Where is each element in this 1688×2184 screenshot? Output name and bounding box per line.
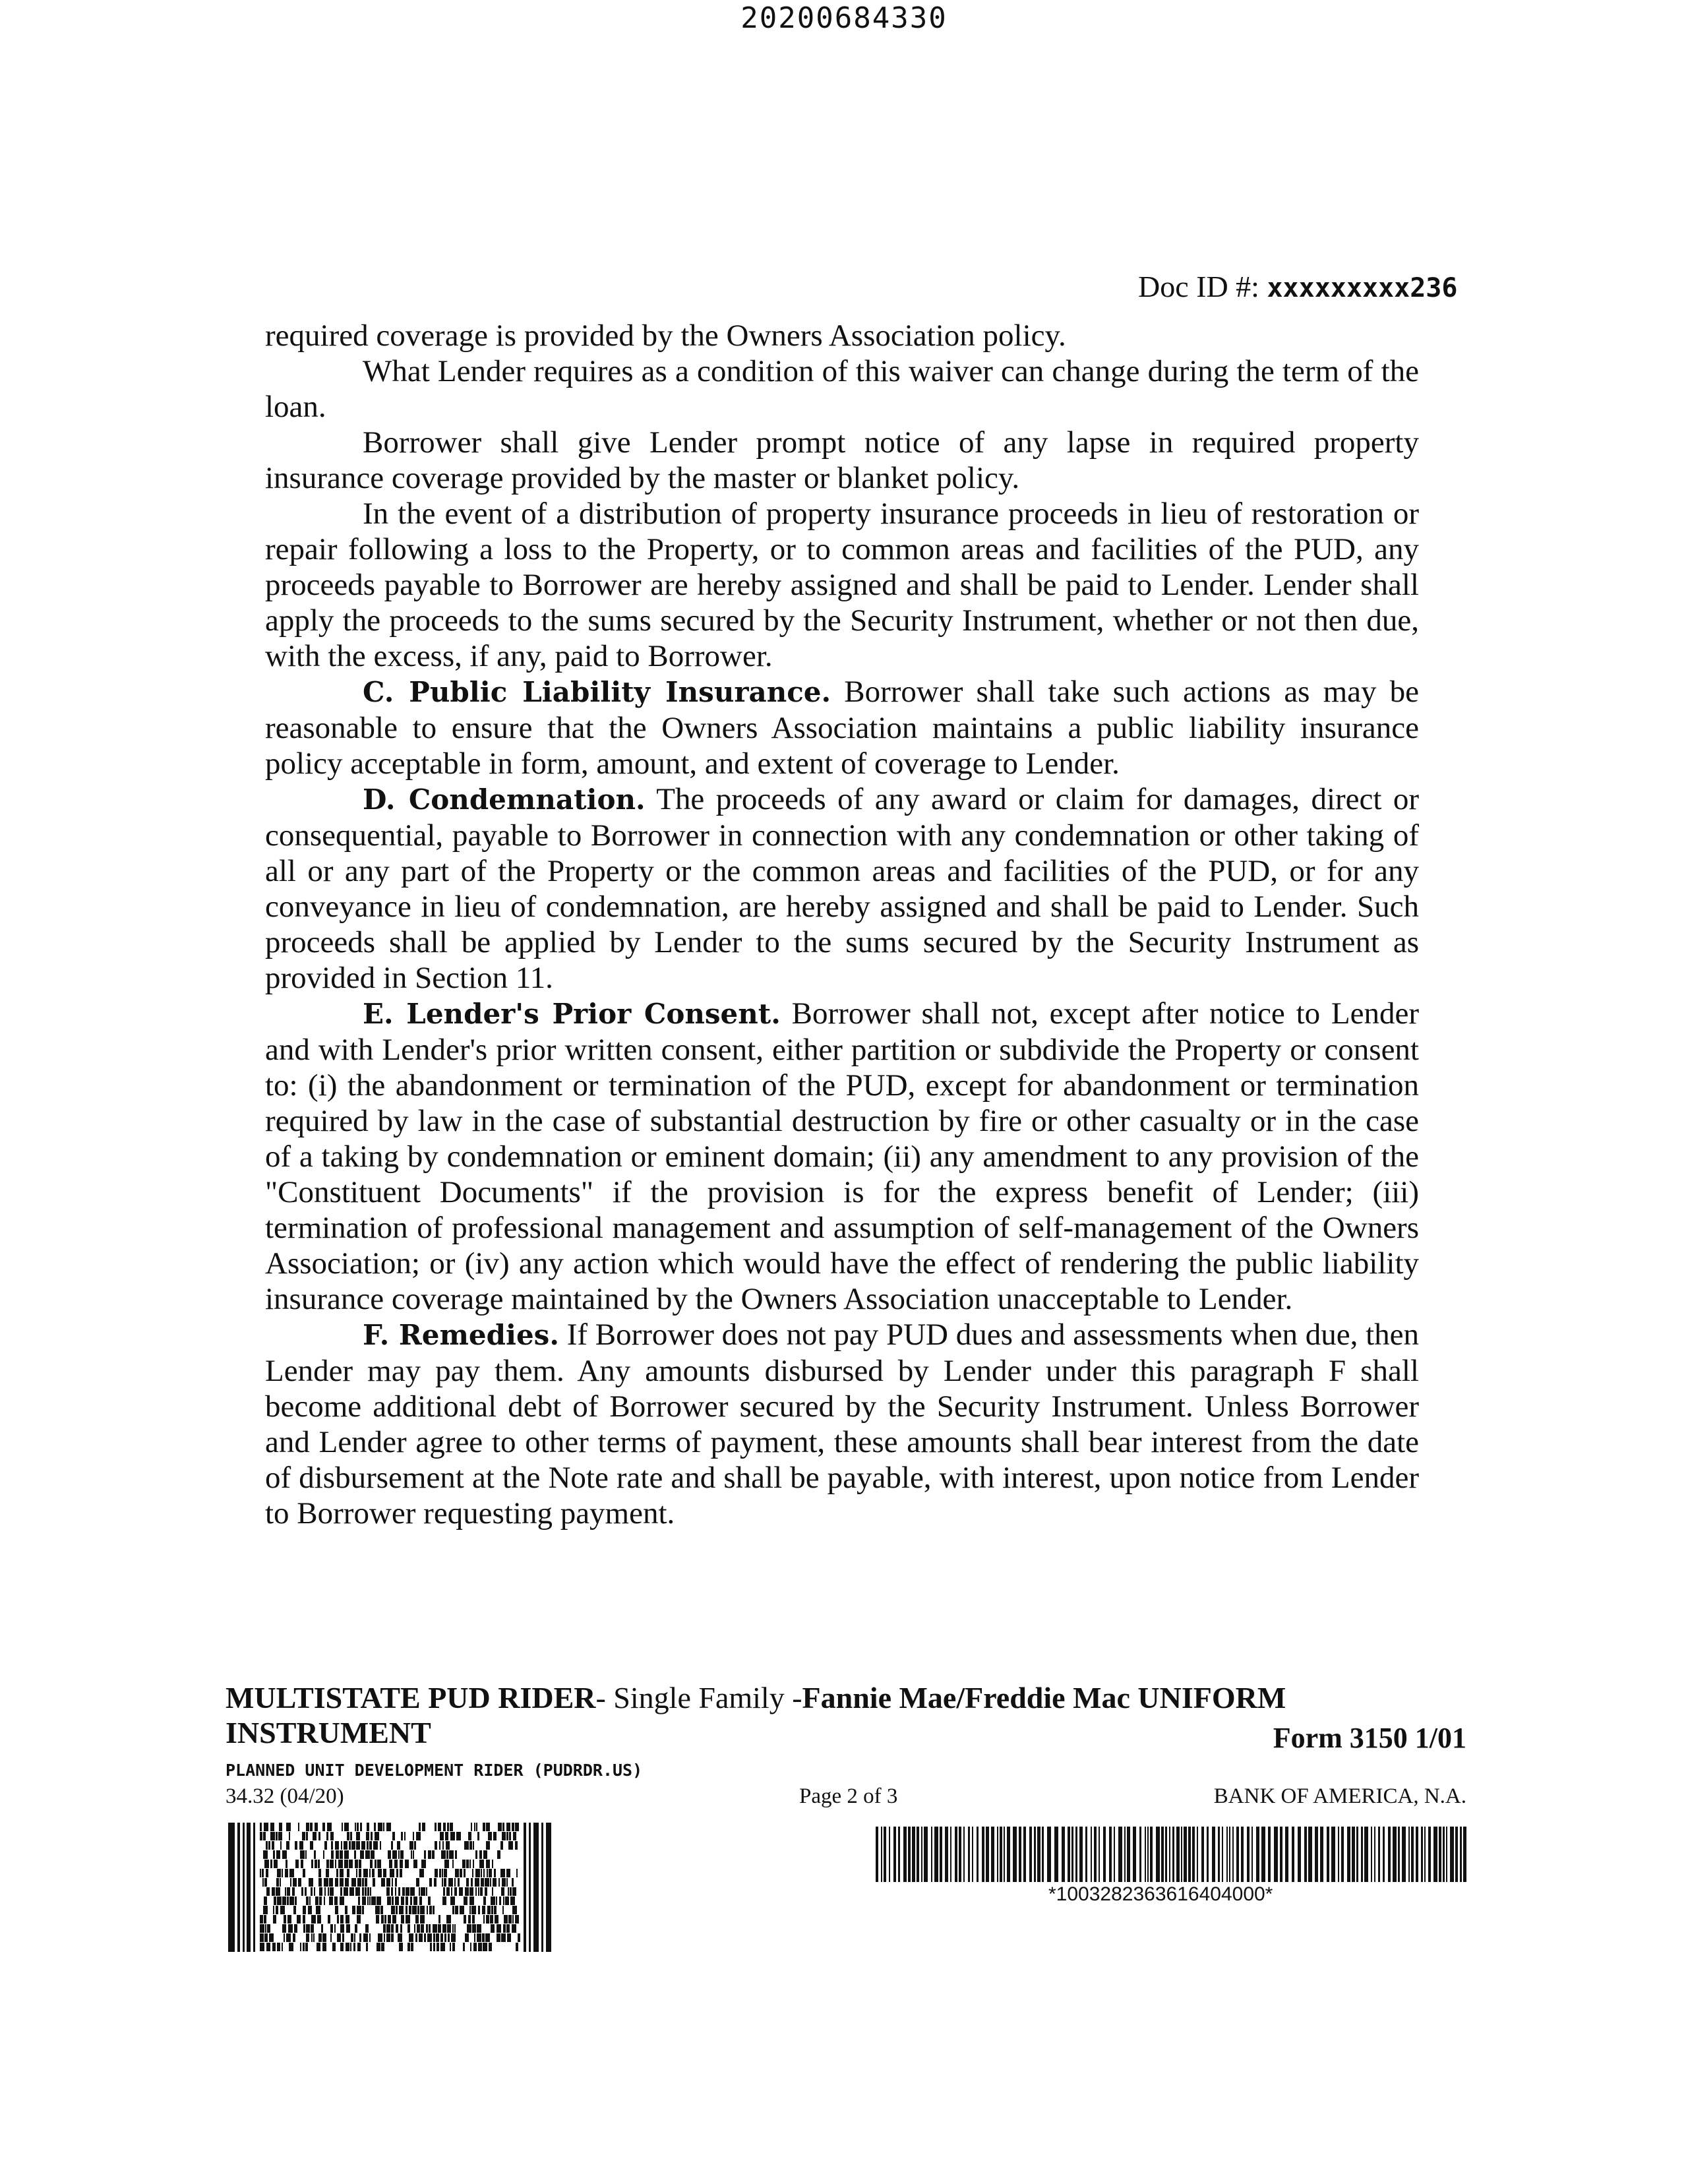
form-title-b: - Single Family -	[595, 1681, 802, 1714]
rider-code: PLANNED UNIT DEVELOPMENT RIDER (PUDRDR.US)	[226, 1761, 643, 1780]
recording-number: 20200684330	[740, 1, 948, 35]
form-version: 34.32 (04/20)	[226, 1784, 344, 1808]
paragraph-insurance-proceeds: In the event of a distribution of property insurance proceeds in lieu of restoration or repair following a loss to the Property, or to common areas and facilities of the PUD, any proceeds payable to Borrower are hereby assigned and shall be paid to Lender. Lender shall apply the proceeds to the sums secured by the Security Instrument, whether or not then due, with the excess, if any, paid to Borrower.	[265, 497, 1419, 673]
section-c-heading: C. Public Liability Insurance.	[363, 676, 831, 708]
paragraph-waiver: What Lender requires as a condition of this waiver can change during the term of the loan.	[265, 354, 1419, 424]
section-f-remedies	[265, 1317, 1419, 1531]
section-f-text: If Borrower does not pay PUD dues and assessments when due, then Lender may pay them. Any amounts disbursed by Lender under this paragraph F shall become additional debt of Borrower secured by the Security Instrument. Unless Borrower and Lender agree to other terms of payment, these amounts shall bear interest from the date of disbursement at the Note rate and shall be payable, with interest, upon notice from Lender to Borrower requesting payment.	[265, 1318, 1420, 1531]
lender-name: BANK OF AMERICA, N.A.	[1213, 1784, 1466, 1808]
section-e-text: Borrower shall not, except after notice to Lender and with Lender's prior written consent, either partition or subdivide the Property or consent to: (i) the abandonment or termination of the PUD, except for abandonment or termination required by law in the case of substantial destruction by fire or other casualty or in the case of a taking by condemnation or eminent domain; (ii) any amendment to any provision of the "Constituent Documents" if the provision is for the express benefit of Lender; (iii) termination of professional management and assumption of self-management of the Owners Association; or (iv) any action which would have the effect of rendering the public liability insurance coverage maintained by the Owners Association unacceptable to Lender.	[265, 996, 1419, 1316]
page-number: Page 2 of 3	[799, 1784, 898, 1808]
section-d-heading: D. Condemnation.	[363, 783, 646, 816]
section-e-prior-consent	[265, 996, 1419, 1317]
section-d-condemnation	[265, 781, 1419, 996]
pdf417-barcode	[228, 1823, 551, 1952]
form-number: Form 3150 1/01	[1273, 1722, 1466, 1754]
doc-id-label: Doc ID #:	[1138, 270, 1259, 303]
section-c-text: Borrower shall take such actions as may be reasonable to ensure that the Owners Association maintains a public liability insurance policy acceptable in form, amount, and extent of coverage to Lender.	[265, 675, 1419, 781]
section-c-public-liability	[265, 674, 1419, 781]
paragraph-lapse-notice: Borrower shall give Lender prompt notice of any lapse in required property insurance coverage provided by the master or blanket policy.	[265, 425, 1419, 495]
doc-id	[1138, 269, 1457, 304]
doc-id-value: xxxxxxxxx236	[1267, 273, 1458, 303]
section-e-heading: E. Lender's Prior Consent.	[363, 998, 781, 1030]
form-title-c: Fannie Mae/Freddie Mac UNIFORM INSTRUMENT	[226, 1681, 1286, 1749]
paragraph-coverage: required coverage is provided by the Owners Association policy.	[265, 318, 1066, 353]
form-title-a: MULTISTATE PUD RIDER	[226, 1681, 596, 1714]
barcode-number: *1003282363616404000*	[1048, 1883, 1273, 1905]
document-body	[265, 318, 1419, 1531]
section-f-heading: F. Remedies.	[363, 1319, 559, 1351]
linear-barcode	[876, 1827, 1466, 1882]
section-d-text: The proceeds of any award or claim for damages, direct or consequential, payable to Borrower in connection with any condemnation or other taking of all or any part of the Property or the common areas and facilities of the PUD, or for any conveyance in lieu of condemnation, are hereby assigned and shall be paid to Lender. Such proceeds shall be applied by Lender to the sums secured by the Security Instrument as provided in Section 11.	[265, 782, 1420, 995]
